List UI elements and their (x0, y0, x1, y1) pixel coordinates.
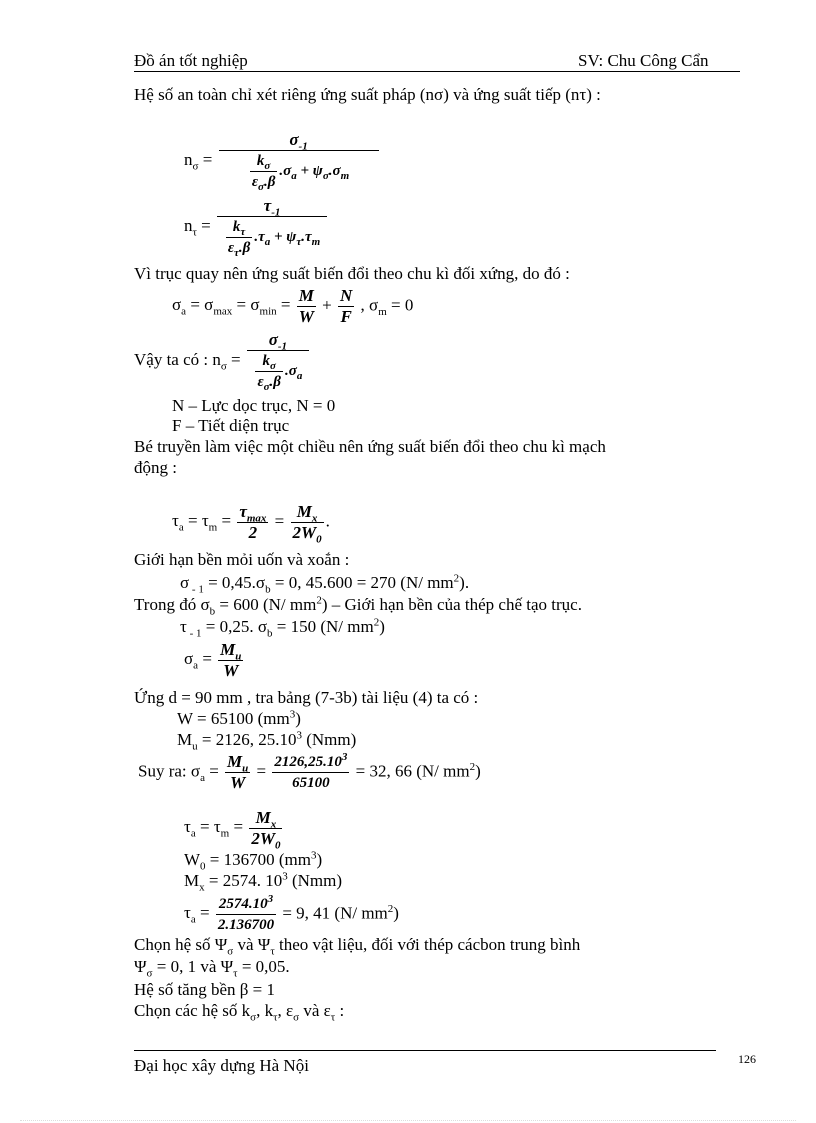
n-sigma-formula: $n_\sigma$ = $\sigma_{-1}$ $\frac{k_\sigma}{\varepsilon_\sigma.\beta}$ $.\sigma_a + \psi_\sigma.\sigma_m$ (184, 130, 381, 192)
tau-m1-line: τ $_{- 1}$ = 0,25. $\sigma_b = 150$ (N/ $mm^2$) (180, 616, 385, 640)
tau-a-formula-2: $\tau_a = \tau_m$ = $\frac{M_x}{2W_0}$ (184, 808, 281, 852)
sigma-a-formula: $\sigma_a = \sigma_{max} = \sigma_{min}$ = $\frac{M}{W}$ + $\frac{N}{F}$ , $\sigma_m = 0$ (172, 286, 414, 326)
suy-ra-formula: Suy ra: $\sigma_a$ = $\frac{M_u}{W}$ = $\frac{2126,25.10^3}{65100}$ = 32, 66 (N/ $mm^2$) (138, 751, 481, 792)
page-edge-dotted (20, 1120, 796, 1121)
sigma-a-mu-w: $\sigma_a$ = $\frac{M_u}{W}$ (184, 640, 242, 680)
n-definition: N – Lực dọc trục, N = 0 (172, 396, 336, 415)
mx-value: $M_x = 2574$. $10^3$ (Nmm) (184, 870, 343, 894)
psi-values-line: $\Psi_\sigma = 0$, 1 và $\Psi_\tau = 0,05$. (134, 957, 290, 980)
chon-cac-line: Chọn các hệ số $k_\sigma$, $k_\tau$, $\varepsilon_\sigma$ và $\varepsilon_\tau$ : (134, 1001, 345, 1024)
tau-a-result: $\tau_a$ = $\frac{2574.10^3}{2.136700}$ = 9, 41 (N/ $mm^2$) (184, 893, 399, 933)
w0-value: $W_0 = 136700$ $(mm^3)$ (184, 849, 323, 873)
intro-line: Hệ số an toàn chỉ xét riêng ứng suất pháp (nσ) và ứng suất tiếp (nτ) : (134, 85, 601, 104)
w-value: W = 65100 $(mm^3)$ (177, 708, 301, 728)
he-so-tang-line: Hệ số tăng bền β = 1 (134, 980, 275, 999)
be-truyen-line-2: động : (134, 458, 177, 477)
footer-rule (134, 1050, 716, 1051)
header-right: SV: Chu Công Cẩn (578, 51, 709, 70)
tau-a-formula-1: $\tau_a = \tau_m$ = $\frac{\tau_{max}}{2}$ = $\frac{M_x}{2W_0}$ . (172, 502, 330, 546)
ung-d-line: Ứng d = 90 mm , tra bảng (7-3b) tài liệu (4) ta có : (134, 688, 479, 707)
be-truyen-line-1: Bé truyền làm việc một chiều nên ứng suất biến đổi theo chu kì mạch (134, 437, 606, 456)
page-number: 126 (738, 1052, 756, 1066)
vay-ta-co-formula: Vậy ta có : $n_\sigma$ = $\sigma_{-1}$ $\frac{k_\sigma}{\varepsilon_\sigma.\beta}$ $.\sigma_a$ (134, 330, 311, 392)
footer-left: Đại học xây dựng Hà Nội (134, 1056, 309, 1075)
f-definition: F – Tiết diện trục (172, 416, 290, 435)
trong-do-line: Trong đó $\sigma_b = 600$ (N/ $mm^2$) – Giới hạn bền của thép chế tạo trục. (134, 594, 582, 618)
gioi-han-line: Giới hạn bền mỏi uốn và xoắn : (134, 550, 350, 569)
sigma-m1-line: σ $_{- 1} = 0,45.\sigma_b = 0$, 45.600 = 270 (N/ $mm^2$). (180, 572, 470, 596)
n-tau-formula: $n_\tau$ = $\tau_{-1}$ $\frac{k_\tau}{\varepsilon_\tau.\beta}$ $.\tau_a + \psi_\tau.\tau_m$ (184, 196, 329, 258)
header-left: Đồ án tốt nghiệp (134, 51, 248, 70)
header-rule (134, 71, 740, 72)
chon-he-so-line: Chọn hệ số $\Psi_\sigma$ và $\Psi_\tau$ theo vật liệu, đối với thép cácbon trung bình (134, 935, 581, 958)
symmetric-cycle-line: Vì trục quay nên ứng suất biến đổi theo chu kì đối xứng, do đó : (134, 264, 570, 283)
mu-value: $M_u = 2126$, 25.10$^3$ (Nmm) (177, 729, 357, 753)
